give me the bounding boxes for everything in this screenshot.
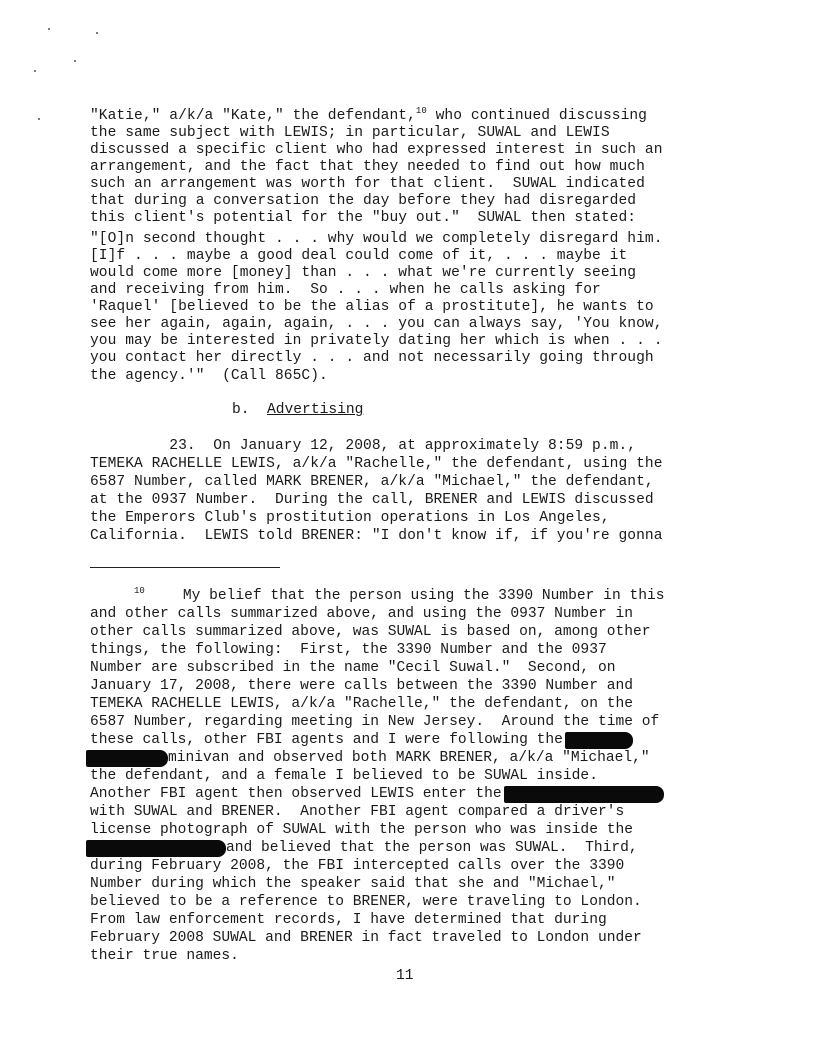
footnote-line: February 2008 SUWAL and BRENER in fact traveled to London under bbox=[90, 930, 642, 946]
redaction-bar bbox=[565, 732, 633, 749]
redaction-bar bbox=[86, 750, 168, 767]
para-23-line: 6587 Number, called MARK BRENER, a/k/a "Michael," the defendant, bbox=[90, 474, 654, 490]
footnote-line: Number are subscribed in the name "Cecil Suwal." Second, on bbox=[90, 660, 616, 676]
footnote-line: during February 2008, the FBI intercepted calls over the 3390 bbox=[90, 858, 625, 874]
body-line: and receiving from him. So . . . when he calls asking for bbox=[90, 282, 601, 298]
para-23-line: the Emperors Club's prostitution operations in Los Angeles, bbox=[90, 510, 610, 526]
body-line: "[O]n second thought . . . why would we completely disregard him. bbox=[90, 231, 663, 247]
footnote-line: other calls summarized above, was SUWAL is based on, among other bbox=[90, 624, 651, 640]
para-23-line: California. LEWIS told BRENER: "I don't know if, if you're gonna bbox=[90, 528, 663, 544]
page-number: 11 bbox=[396, 968, 414, 984]
para-23-line: TEMEKA RACHELLE LEWIS, a/k/a "Rachelle," the defendant, using the bbox=[90, 456, 663, 472]
footnote-line: Another FBI agent then observed LEWIS enter the bbox=[90, 786, 664, 803]
body-line: see her again, again, again, . . . you can always say, 'You know, bbox=[90, 316, 663, 332]
scan-speck bbox=[96, 32, 98, 34]
section-title: Advertising bbox=[267, 402, 364, 418]
footnote-line: license photograph of SUWAL with the person who was inside the bbox=[90, 822, 633, 838]
body-line: the same subject with LEWIS; in particular, SUWAL and LEWIS bbox=[90, 125, 610, 141]
footnote-line: and other calls summarized above, and using the 0937 Number in bbox=[90, 606, 633, 622]
footnote-line: From law enforcement records, I have determined that during bbox=[90, 912, 607, 928]
footnote-line: these calls, other FBI agents and I were following the bbox=[90, 732, 633, 749]
scan-speck bbox=[48, 28, 50, 30]
body-line: this client's potential for the "buy out." SUWAL then stated: bbox=[90, 210, 637, 226]
body-line: you contact her directly . . . and not necessarily going through bbox=[90, 350, 654, 366]
body-line: arrangement, and the fact that they needed to find out how much bbox=[90, 159, 645, 175]
footnote-line: the defendant, and a female I believed to be SUWAL inside. bbox=[90, 768, 598, 784]
section-letter: b. bbox=[232, 402, 250, 418]
body-line: 'Raquel' [believed to be the alias of a prostitute], he wants to bbox=[90, 299, 654, 315]
footnote-line: things, the following: First, the 3390 Number and the 0937 bbox=[90, 642, 607, 658]
body-line: [I]f . . . maybe a good deal could come of it, . . . maybe it bbox=[90, 248, 628, 264]
redaction-bar bbox=[504, 786, 664, 803]
footnote-line: and believed that the person was SUWAL. Third, bbox=[86, 840, 638, 857]
body-line: would come more [money] than . . . what we're currently seeing bbox=[90, 265, 637, 281]
redaction-bar bbox=[86, 840, 226, 857]
footnote-line: 6587 Number, regarding meeting in New Jersey. Around the time of bbox=[90, 714, 660, 730]
scan-speck bbox=[38, 118, 40, 120]
para-23-line: 23. On January 12, 2008, at approximately 8:59 p.m., bbox=[90, 438, 637, 454]
footnote-line: January 17, 2008, there were calls between the 3390 Number and bbox=[90, 678, 633, 694]
body-line: the agency.'" (Call 865C). bbox=[90, 368, 328, 384]
footnote-line: Number during which the speaker said that she and "Michael," bbox=[90, 876, 616, 892]
footnote-line: believed to be a reference to BRENER, were traveling to London. bbox=[90, 894, 642, 910]
footnote-line-1: $^{10}$ My belief that the person using the 3390 Number in this bbox=[134, 586, 665, 604]
para-23-line: at the 0937 Number. During the call, BRENER and LEWIS discussed bbox=[90, 492, 654, 508]
footnote-line: minivan and observed both MARK BRENER, a/k/a "Michael," bbox=[86, 750, 650, 767]
body-line: you may be interested in privately dating her which is when . . . bbox=[90, 333, 663, 349]
body-line: such an arrangement was worth for that client. SUWAL indicated bbox=[90, 176, 645, 192]
footnote-line: TEMEKA RACHELLE LEWIS, a/k/a "Rachelle," the defendant, on the bbox=[90, 696, 633, 712]
scan-speck bbox=[74, 60, 76, 62]
section-heading bbox=[232, 402, 363, 418]
body-line: that during a conversation the day before they had disregarded bbox=[90, 193, 637, 209]
footnote-rule bbox=[90, 567, 280, 568]
body-line-1: "Katie," a/k/a "Kate," the defendant,$^{10}$ who continued discussing bbox=[90, 106, 647, 124]
body-line: discussed a specific client who had expressed interest in such an bbox=[90, 142, 663, 158]
footnote-line: with SUWAL and BRENER. Another FBI agent compared a driver's bbox=[90, 804, 625, 820]
footnote-number: 10 bbox=[134, 586, 145, 597]
scan-speck bbox=[34, 70, 36, 72]
footnote-line: their true names. bbox=[90, 948, 239, 964]
